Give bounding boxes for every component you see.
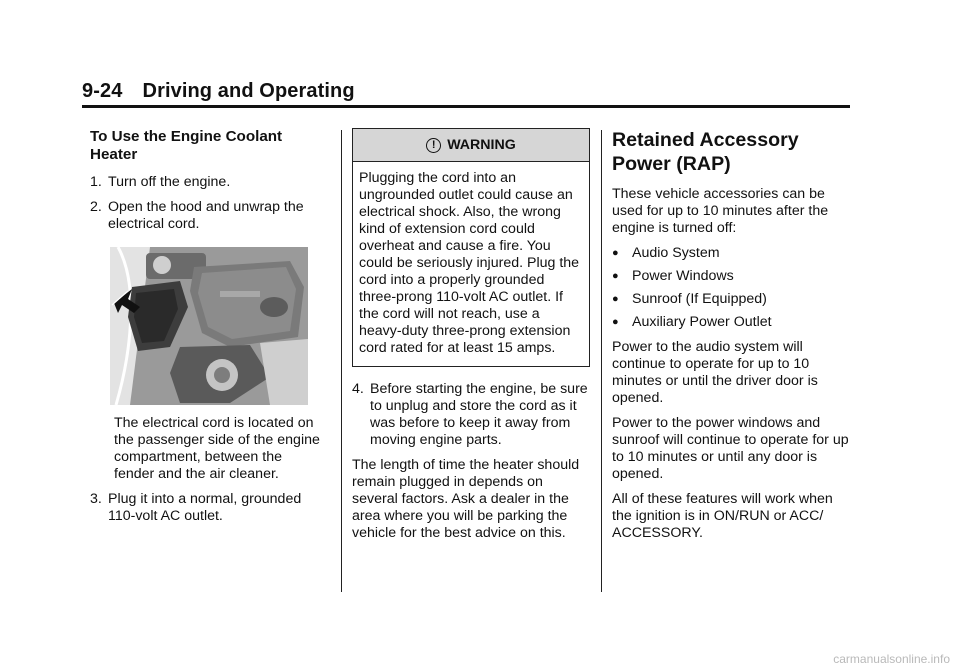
column-divider — [601, 130, 602, 592]
column-right — [612, 128, 852, 550]
step-text: Turn off the engine. — [108, 174, 231, 190]
bullet-icon: ● — [612, 247, 619, 259]
warning-text: Plugging the cord into an ungrounded outlet could cause an electrical shock. Also, the wrong kind of extension cord could overheat and cause a fire. You could be seriously injured. Plug the cord into a properly grounded three-prong 110-volt AC outlet. If the cord will not reach, use a heavy-duty three-prong extension cord rated for at least 15 amps. — [359, 170, 580, 356]
page-title: 9-24 Driving and Operating — [82, 80, 355, 102]
ignition-paragraph: All of these features will work when the ignition is in ON/RUN or ACC/ ACCESSORY. — [612, 491, 833, 541]
column-left — [90, 128, 326, 533]
accessory-list — [612, 245, 852, 331]
step-number: 1. — [90, 174, 102, 190]
list-item: ● Sunroof (If Equipped) — [612, 291, 767, 307]
audio-power-paragraph: Power to the audio system will continue to operate for up to 10 minutes or until the driver door is opened. — [612, 339, 818, 406]
step-text: Before starting the engine, be sure to unplug and store the cord as it was before to keep it away from moving engine parts. — [370, 381, 588, 448]
step-4 — [352, 381, 590, 449]
list-item: ● Power Windows — [612, 268, 734, 284]
step-text: Open the hood and unwrap the electrical cord. — [108, 199, 304, 232]
step-number: 3. — [90, 491, 102, 507]
heater-duration-paragraph: The length of time the heater should remain plugged in depends on several factors. Ask a dealer in the area where you will be parking the vehicle for the best advice on this. — [352, 457, 580, 541]
bullet-icon: ● — [612, 293, 619, 305]
column-middle — [352, 128, 590, 550]
warning-title: WARNING — [447, 136, 516, 153]
step-text: Plug it into a normal, grounded 110-volt AC outlet. — [108, 491, 302, 524]
list-item: ● Auxiliary Power Outlet — [612, 314, 772, 330]
warning-box — [352, 128, 590, 367]
bullet-icon: ● — [612, 270, 619, 282]
bullet-icon: ● — [612, 316, 619, 328]
watermark: carmanualsonline.info — [833, 652, 950, 666]
step-number: 4. — [352, 381, 364, 397]
header-rule — [82, 105, 850, 108]
column-divider — [341, 130, 342, 592]
step-number: 2. — [90, 199, 102, 215]
engine-compartment-photo — [110, 247, 308, 405]
warning-icon: ! — [426, 138, 441, 153]
rap-heading: Retained Accessory Power (RAP) — [612, 129, 799, 175]
step-2 — [90, 199, 326, 233]
warning-header — [353, 129, 589, 162]
step-1 — [90, 174, 326, 191]
page-header — [82, 80, 850, 103]
list-item: ● Audio System — [612, 245, 720, 261]
step-3 — [90, 491, 326, 525]
rap-intro: These vehicle accessories can be used for up to 10 minutes after the engine is turned off: — [612, 186, 829, 236]
windows-power-paragraph: Power to the power windows and sunroof will continue to operate for up to 10 minutes or until any door is opened. — [612, 415, 849, 482]
coolant-heater-heading: To Use the Engine Coolant Heater — [90, 128, 283, 163]
engine-illustration — [110, 247, 308, 405]
photo-caption: The electrical cord is located on the passenger side of the engine compartment, between the fender and the air cleaner. — [114, 415, 320, 482]
